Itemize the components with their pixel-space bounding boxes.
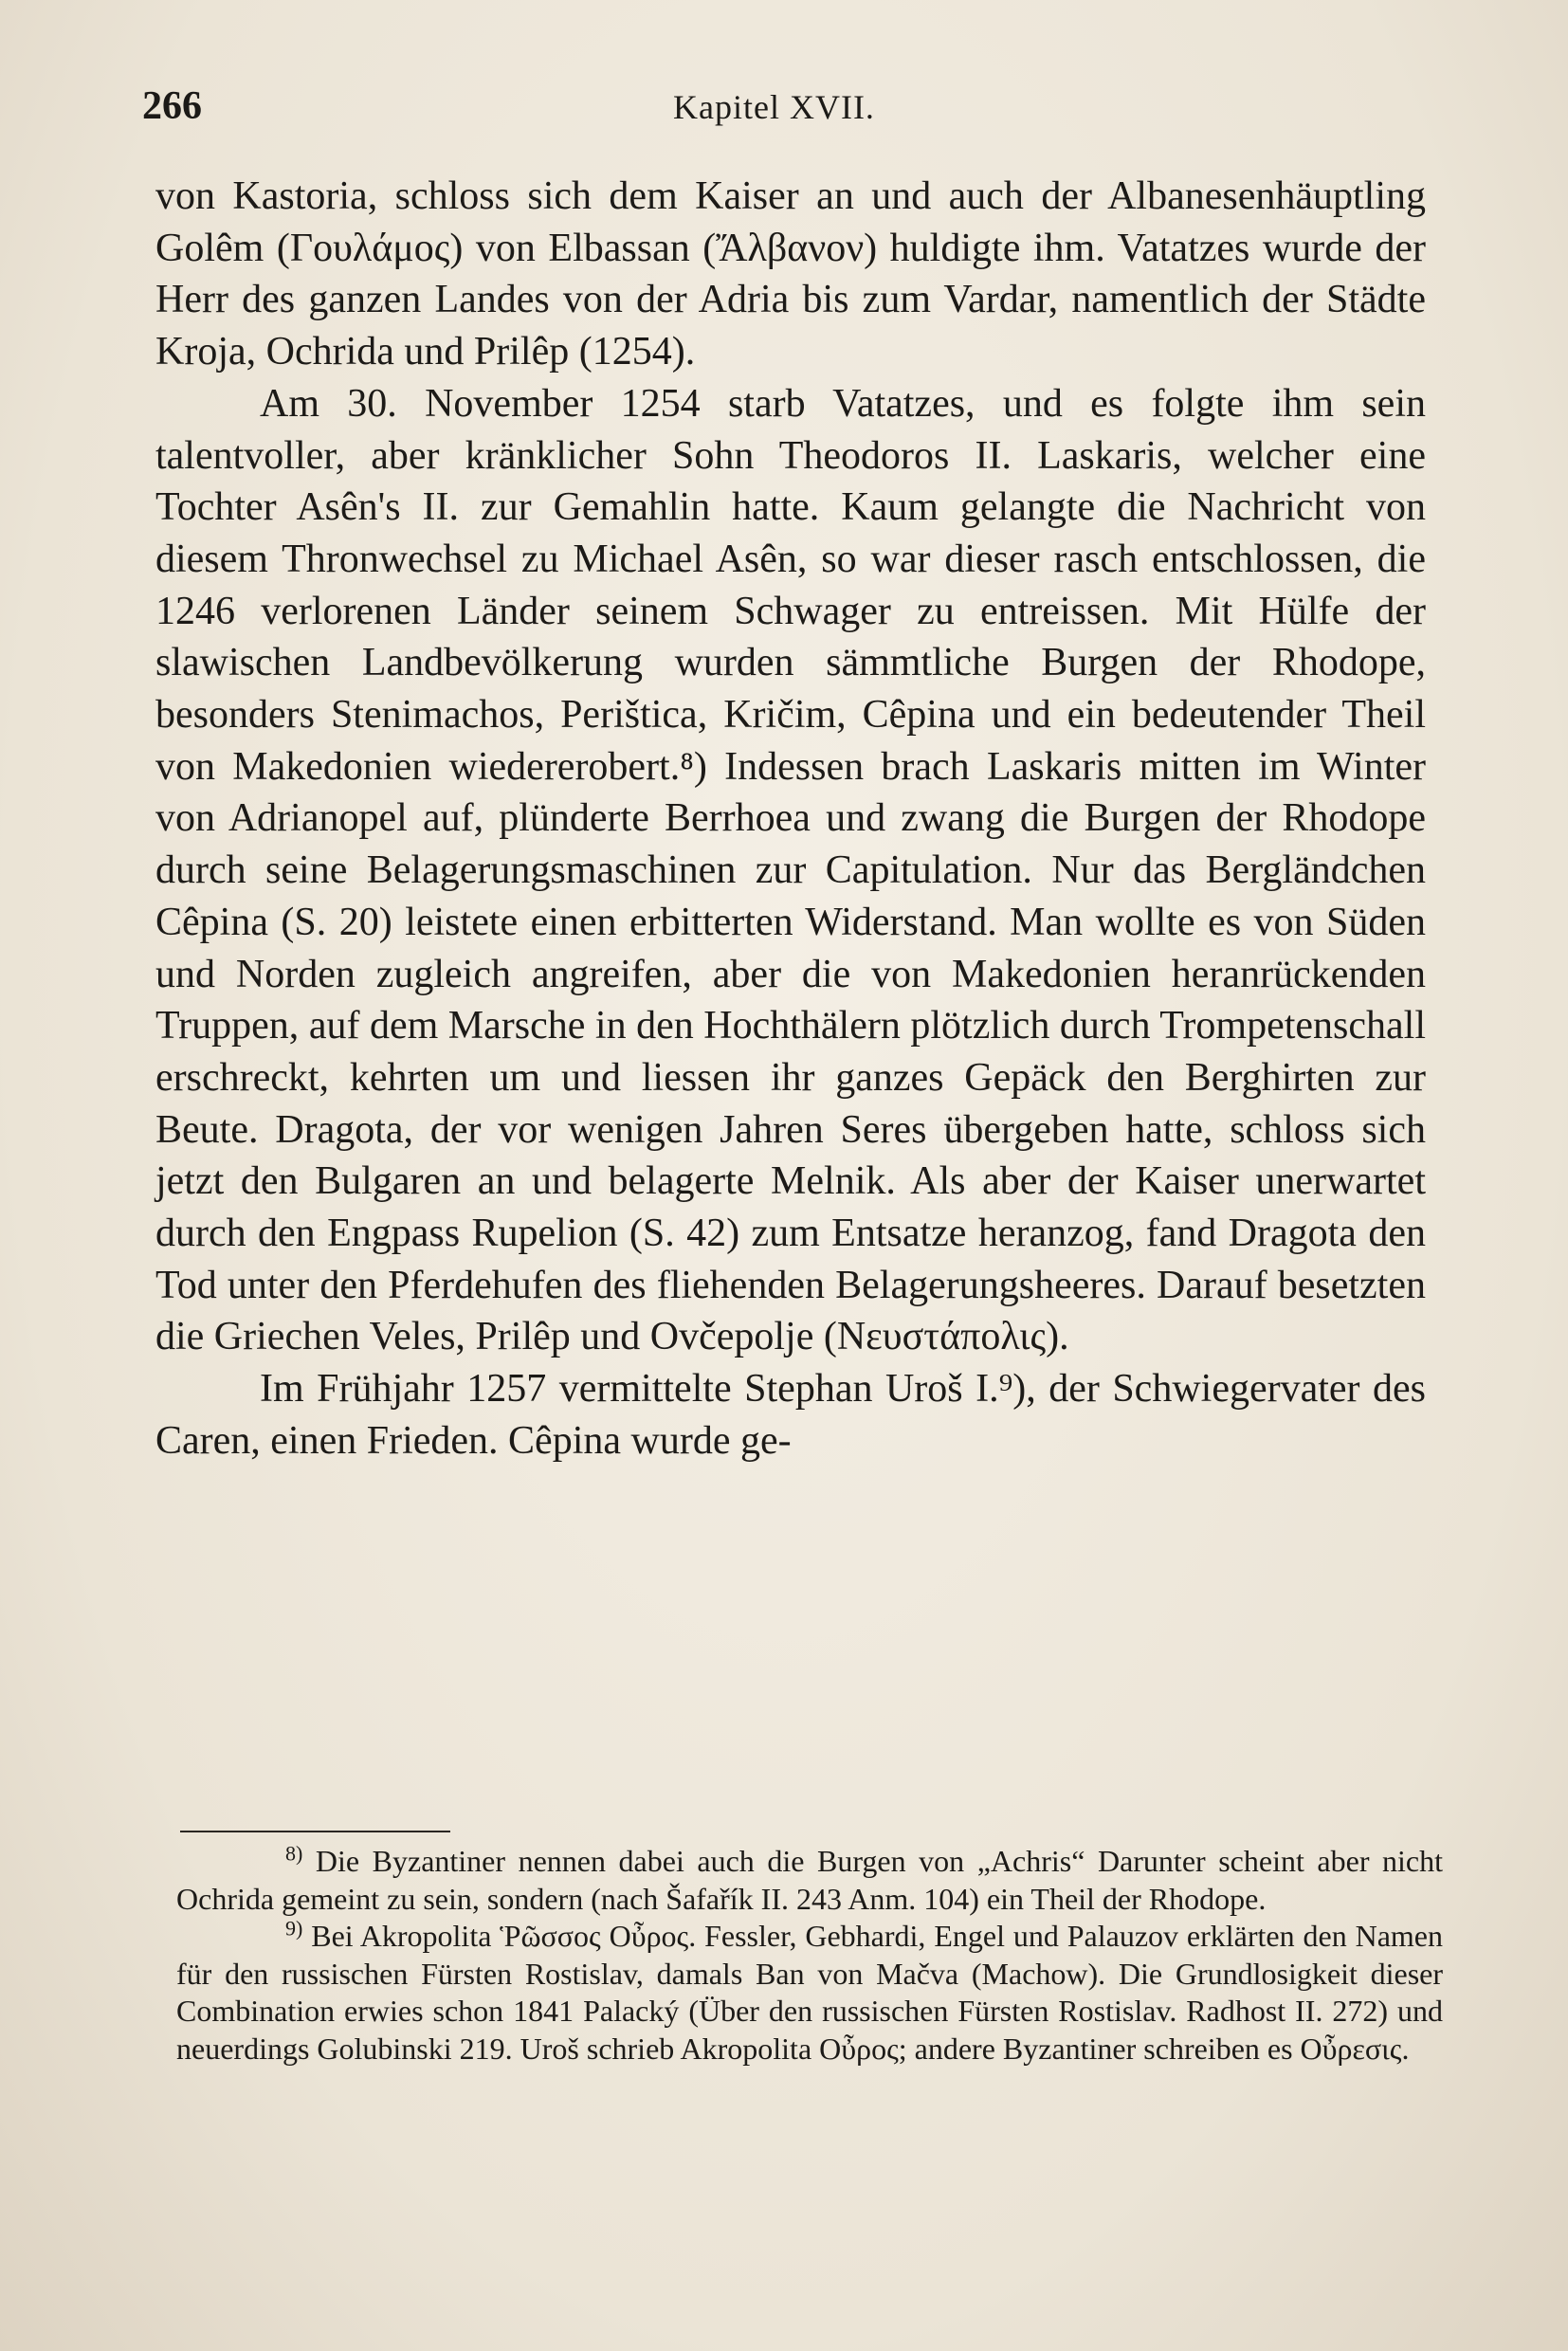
page-number: 266 — [142, 84, 202, 128]
main-text — [155, 171, 1426, 1467]
footnote-mark: 9) — [285, 1916, 303, 1941]
paragraph-3: Im Frühjahr 1257 vermittelte Stephan Uroš I.⁹), der Schwiegervater des Caren, einen Frieden. Cêpina wurde ge- — [155, 1367, 1426, 1463]
chapter-heading: Kapitel XVII. — [673, 88, 875, 126]
footnote-text: Die Byzantiner nennen dabei auch die Burgen von „Achris“ Darunter scheint aber nicht Ochrida gemeint zu sein, sondern (nach Šafařík II. 243 Anm. 104) ein Theil der Rhodope. — [176, 1844, 1444, 1916]
footnotes — [176, 1843, 1443, 2068]
paragraph-2: Am 30. November 1254 starb Vatatzes, und es folgte ihm sein talentvoller, aber kränklicher Sohn Theodoros II. Laskaris, welcher eine Tochter Asên's II. zur Gemahlin hatte. Kaum gelangte die Nachricht von diesem Thronwechsel zu Michael Asên, so war dieser rasch entschlossen, die 1246 verlorenen Länder seinem Schwager zu entreissen. Mit Hülfe der slawischen Landbevölkerung wurden sämmtliche Burgen der Rhodope, besonders Stenimachos, Perištica, Kričim, Cêpina und ein bedeutender Theil von Makedonien wiedererobert.⁸) Indessen brach Laskaris mitten im Winter von Adrianopel auf, plünderte Berrhoea und zwang die Burgen der Rhodope durch seine Belagerungsmaschinen zur Capitulation. Nur das Bergländchen Cêpina (S. 20) leistete einen erbitterten Widerstand. Man wollte es von Süden und Norden zugleich angreifen, aber die von Makedonien heranrückenden Truppen, auf dem Marsche in den Hochthälern plötzlich durch Trompetenschall erschreckt, kehrten um und liessen ihr ganzes Gepäck den Berghirten zur Beute. Dragota, der vor wenigen Jahren Seres übergeben hatte, schloss sich jetzt den Bulgaren an und belagerte Melnik. Als aber der Kaiser unerwartet durch den Engpass Rupelion (S. 42) zum Entsatze heranzog, fand Dragota den Tod unter den Pferdehufen des fliehenden Belagerungsheeres. Darauf besetzten die Griechen Veles, Prilêp und Ovčepolje (Νευστάπολις). — [155, 381, 1426, 1359]
footnote-text: Bei Akropolita Ῥῶσσος Οὖρος. Fessler, Gebhardi, Engel und Palauzov erklärten den Namen für den russischen Fürsten Rostislav, damals Ban von Mačva (Machow). Die Grundlosigkeit dieser Combination erwies schon 1841 Palacký (Über den russischen Fürsten Rostislav. Radhost II. 272) und neuerdings Golubinski 219. Uroš schrieb Akropolita Οὖρος; andere Byzantiner schreiben es Οὖρεσις. — [176, 1919, 1444, 2066]
footnote-8 — [176, 1843, 1443, 1918]
footnote-divider — [180, 1831, 450, 1832]
footnote-9 — [176, 1918, 1443, 2068]
footnote-mark: 8) — [285, 1841, 303, 1866]
page-header — [142, 83, 1441, 140]
paragraph-1: von Kastoria, schloss sich dem Kaiser an und auch der Albanesenhäuptling Golêm (Γουλάμος) von Elbassan (Ἄλβανον) huldigte ihm. Vatatzes wurde der Herr des ganzen Landes von der Adria bis zum Vardar, namentlich der Städte Kroja, Ochrida und Prilêp (1254). — [155, 174, 1426, 374]
